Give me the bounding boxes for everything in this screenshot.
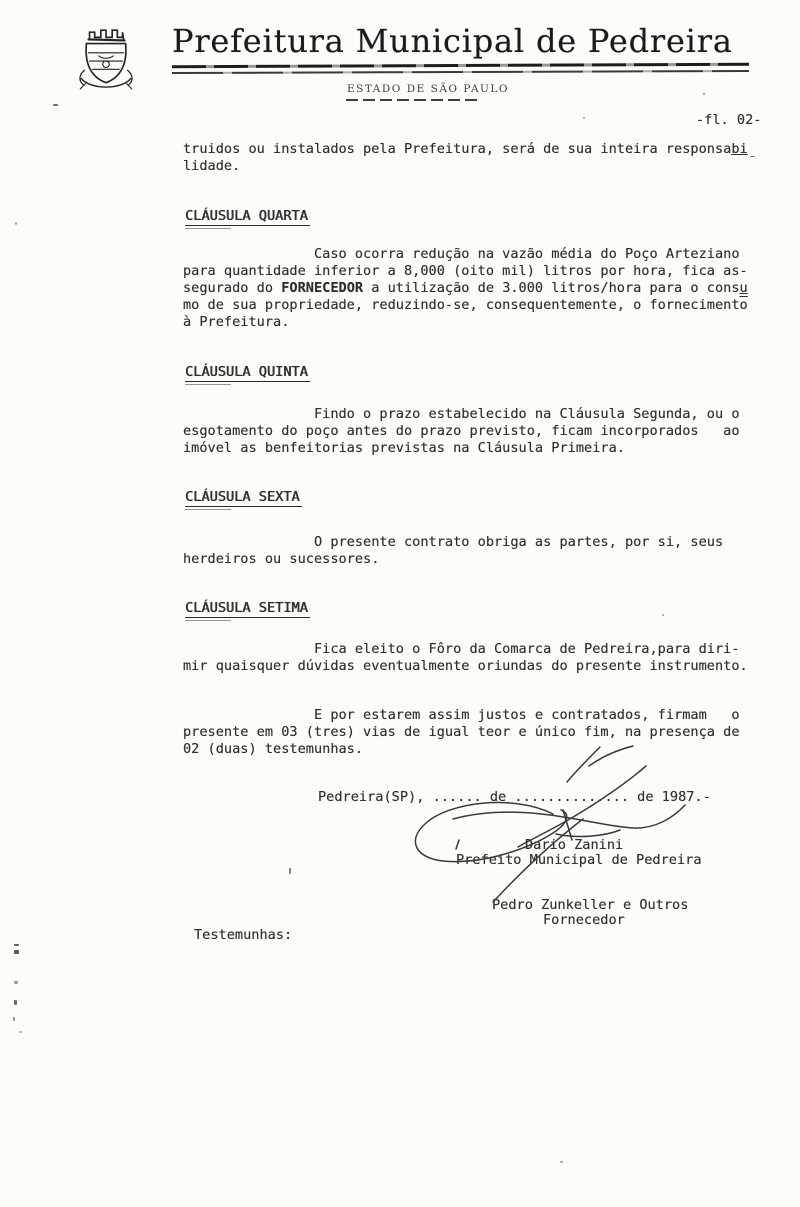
text-segment: FORNECEDOR [281,280,364,296]
supplier-name: Pedro Zunkeller e Outros [492,897,689,913]
text-segment: a utilização de 3.000 litros/hora para o cons [363,280,740,296]
text-line [183,297,748,314]
text-line: lidade. [183,158,241,174]
text-line: 02 (duas) testemunhas. [183,741,364,757]
witnesses-label: Testemunhas: [194,927,293,943]
clause-heading [185,597,310,618]
mayor-name: Dario Zanini [525,837,624,853]
text-segment: bi [731,141,748,157]
paragraph [183,246,748,331]
clause-heading [185,361,310,382]
text-line: esgotamento do poço antes do prazo previsto, ficam incorporados ao [183,423,740,439]
text-segment: u [739,280,748,296]
letterhead-rule-bottom [172,70,749,74]
handwritten-signature-icon [393,744,703,913]
scan-speck [14,1000,17,1005]
scan-speck [560,1161,563,1163]
text-line: herdeiros ou sucessores. [183,551,380,567]
text-line: à Prefeitura. [183,314,290,330]
scan-speck [662,614,664,616]
page-folio-number: -fl. 02- [696,112,762,128]
text-line: E por estarem assim justos e contratados, firmam o [183,707,740,723]
text-segment: $\overline{o}$ [739,297,748,313]
text-segment: mo de sua propriedade, reduzindo-se, consequentemente, o forneciment [183,297,740,313]
letterhead-rule-top [172,63,749,69]
paragraph [183,641,748,675]
letterhead-title: Prefeitura Municipal de Pedreira [172,22,733,60]
paragraph [183,534,723,568]
clause-heading-text: CLÁUSULA QUARTA [185,208,308,224]
text-line: O presente contrato obriga as partes, por si, seus [183,534,724,550]
scan-speck [53,104,58,106]
subtitle-underline [346,99,482,101]
date-line: Pedreira(SP), ...... de .............. de 1987.- [318,789,711,805]
scan-speck [703,93,705,95]
municipal-coat-of-arms-icon [76,25,136,97]
clause-heading-text: CLÁUSULA SETIMA [185,600,308,616]
scan-speck [14,944,19,946]
text-line: mir quaisquer dúvidas eventualmente oriundas do presente instrumento. [183,658,748,674]
clause-heading [185,205,310,226]
text-line: imóvel as benfeitorias previstas na Cláusula Primeira. [183,440,625,456]
scan-speck [14,981,18,984]
supplier-title: Fornecedor [543,912,625,928]
text-line [183,280,748,297]
text-segment: truidos ou instalados pela Prefeitura, será de sua inteira responsa [183,141,732,157]
paragraph [183,406,740,457]
text-line: Fica eleito o Fôro da Comarca de Pedreira,para diri- [183,641,740,657]
letterhead-subtitle: ESTADO DE SÃO PAULO [347,83,509,95]
clause-heading [185,486,302,507]
text-line: presente em 03 (tres) vias de igual teor e único fim, na presença de [183,724,740,740]
text-line: Caso ocorra redução na vazão média do Poço Arteziano [183,246,740,262]
clause-heading-text: CLÁUSULA SEXTA [185,489,300,505]
text-line [183,141,748,158]
scan-speck [19,1031,22,1033]
scan-speck [289,868,291,874]
mayor-title: Prefeito Municipal de Pedreira [456,852,702,868]
text-segment: segurado do [183,280,282,296]
text-line: Findo o prazo estabelecido na Cláusula Segunda, ou o [183,406,740,422]
scan-speck [13,1017,15,1021]
clause-heading-text: CLÁUSULA QUINTA [185,364,308,380]
scan-speck [14,950,19,954]
scan-speck [15,222,17,225]
paragraph [183,141,748,175]
scan-speck [750,156,755,157]
scan-speck [583,117,585,119]
text-line: para quantidade inferior a 8,000 (oito mil) litros por hora, fica as- [183,263,748,279]
